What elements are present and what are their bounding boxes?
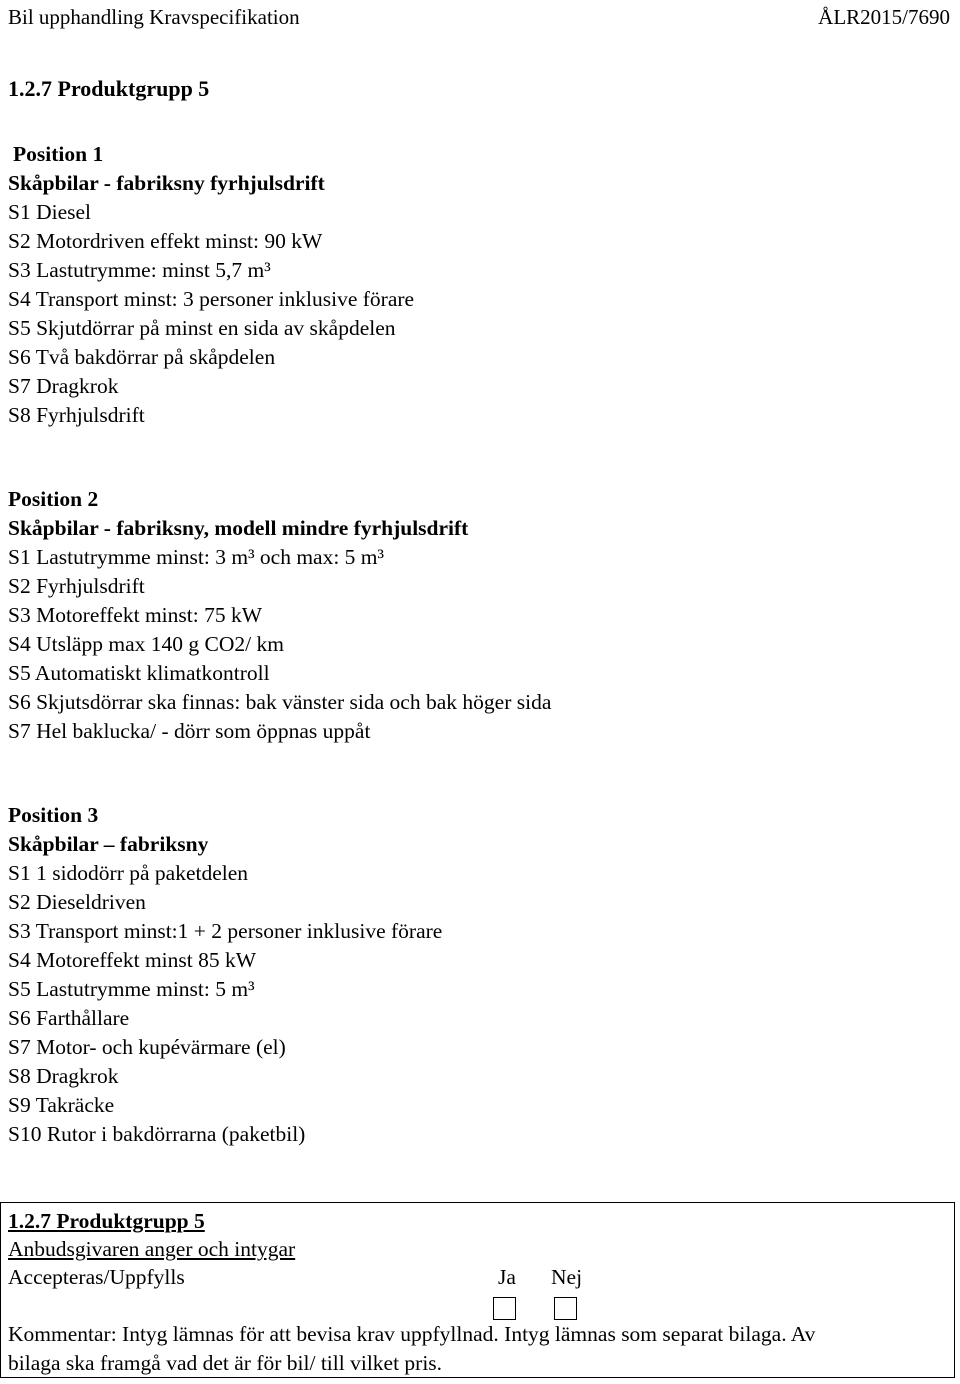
requirement-item: S5 Skjutdörrar på minst en sida av skåpdelen	[8, 316, 396, 340]
yes-label: Ja	[498, 1265, 516, 1289]
box-title: 1.2.7 Produktgrupp 5	[8, 1209, 205, 1233]
position-title: Position 1	[13, 142, 104, 166]
requirement-item: S3 Motoreffekt minst: 75 kW	[8, 603, 263, 627]
header-reference: ÅLR2015/7690	[818, 5, 950, 29]
requirement-item: S2 Dieseldriven	[8, 890, 146, 914]
requirement-item: S6 Två bakdörrar på skåpdelen	[8, 345, 276, 369]
requirement-item: S4 Transport minst: 3 personer inklusive förare	[8, 287, 415, 311]
comment-line-1: Kommentar: Intyg lämnas för att bevisa krav uppfyllnad. Intyg lämnas som separat bilaga. Av	[8, 1322, 816, 1346]
accept-label: Accepteras/Uppfylls	[8, 1265, 185, 1289]
requirement-item: S8 Fyrhjulsdrift	[8, 403, 145, 427]
requirement-item: S2 Motordriven effekt minst: 90 kW	[8, 229, 323, 253]
requirement-item: S7 Motor- och kupévärmare (el)	[8, 1035, 286, 1059]
header-title: Bil upphandling Kravspecifikation	[8, 5, 300, 29]
requirement-item: S5 Lastutrymme minst: 5 m³	[8, 977, 255, 1001]
section-title: 1.2.7 Produktgrupp 5	[8, 76, 210, 101]
response-box	[0, 1202, 955, 1378]
comment-line-2: bilaga ska framgå vad det är för bil/ till vilket pris.	[8, 1351, 443, 1375]
position-subtitle: Skåpbilar - fabriksny, modell mindre fyrhjulsdrift	[8, 516, 469, 540]
position-3	[8, 801, 442, 1149]
requirement-item: S1 Diesel	[8, 200, 92, 224]
position-title: Position 3	[8, 803, 99, 827]
requirement-item: S9 Takräcke	[8, 1093, 115, 1117]
requirement-item: S3 Transport minst:1 + 2 personer inklusive förare	[8, 919, 443, 943]
requirement-item: S3 Lastutrymme: minst 5,7 m³	[8, 258, 271, 282]
position-subtitle: Skåpbilar - fabriksny fyrhjulsdrift	[8, 171, 325, 195]
no-label: Nej	[551, 1265, 583, 1289]
position-title: Position 2	[8, 487, 99, 511]
requirement-item: S10 Rutor i bakdörrarna (paketbil)	[8, 1122, 306, 1146]
requirement-item: S1 1 sidodörr på paketdelen	[8, 861, 249, 885]
requirement-item: S1 Lastutrymme minst: 3 m³ och max: 5 m³	[8, 545, 384, 569]
requirement-item: S2 Fyrhjulsdrift	[8, 574, 145, 598]
requirement-item: S7 Dragkrok	[8, 374, 119, 398]
requirement-item: S7 Hel baklucka/ - dörr som öppnas uppåt	[8, 719, 371, 743]
requirement-item: S5 Automatiskt klimatkontroll	[8, 661, 270, 685]
requirement-item: S8 Dragkrok	[8, 1064, 119, 1088]
position-2	[8, 485, 551, 746]
box-subtitle: Anbudsgivaren anger och intygar	[8, 1237, 296, 1261]
position-subtitle: Skåpbilar – fabriksny	[8, 832, 209, 856]
requirement-item: S6 Farthållare	[8, 1006, 130, 1030]
yes-checkbox[interactable]	[493, 1297, 516, 1320]
requirement-item: S6 Skjutsdörrar ska finnas: bak vänster sida och bak höger sida	[8, 690, 552, 714]
requirement-item: S4 Motoreffekt minst 85 kW	[8, 948, 257, 972]
position-1	[8, 140, 414, 430]
requirement-item: S4 Utsläpp max 140 g CO2/ km	[8, 632, 284, 656]
no-checkbox[interactable]	[554, 1297, 577, 1320]
